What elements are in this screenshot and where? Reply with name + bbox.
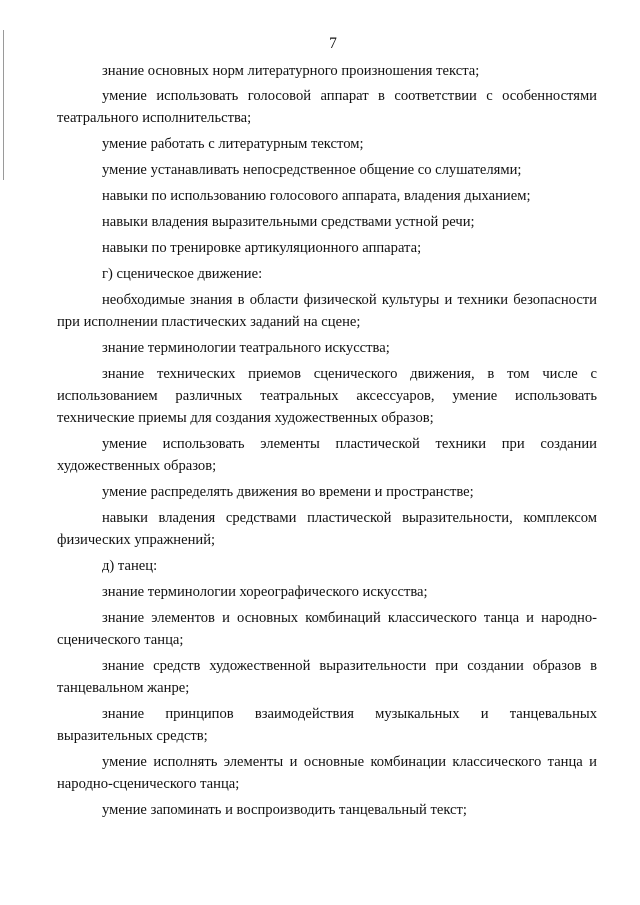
paragraph: умение работать с литературным текстом;: [102, 136, 364, 152]
paragraph: умение использовать голосовой аппарат в соответствии с особенностями театрального исполнительства;: [57, 88, 597, 126]
paragraph: умение устанавливать непосредственное общение со слушателями;: [102, 162, 522, 178]
paragraph: навыки по тренировке артикуляционного аппарата;: [102, 240, 422, 256]
paragraph: знание элементов и основных комбинаций классического танца и народно-сценического танца;: [57, 610, 597, 648]
paragraph: навыки по использованию голосового аппарата, владения дыханием;: [102, 188, 531, 204]
paragraph: необходимые знания в области физической культуры и техники безопасности при исполнении пластических заданий на сцене;: [57, 292, 597, 330]
paragraph: знание терминологии театрального искусства;: [102, 340, 390, 356]
paragraph: навыки владения средствами пластической выразительности, комплексом физических упражнений;: [57, 510, 597, 548]
paragraph: знание технических приемов сценического движения, в том числе с использованием различных театральных аксессуаров, умение использовать технические приемы для создания художественных образов;: [57, 366, 597, 426]
paragraph: умение распределять движения во времени и пространстве;: [102, 484, 474, 500]
paragraph: навыки владения выразительными средствами устной речи;: [102, 214, 475, 230]
paragraph: умение использовать элементы пластической техники при создании художественных образов;: [57, 436, 597, 474]
paragraph: знание терминологии хореографического искусства;: [102, 584, 428, 600]
paragraph: знание средств художественной выразительности при создании образов в танцевальном жанре;: [57, 658, 597, 696]
paragraph: умение запоминать и воспроизводить танцевальный текст;: [102, 802, 467, 818]
paragraph: умение исполнять элементы и основные комбинации классического танца и народно-сценического танца;: [57, 754, 597, 792]
section-heading: д) танец:: [102, 558, 158, 574]
section-heading: г) сценическое движение:: [102, 266, 263, 282]
document-body: [57, 60, 597, 825]
paragraph: знание принципов взаимодействия музыкальных и танцевальных выразительных средств;: [57, 706, 597, 744]
paragraph: знание основных норм литературного произношения текста;: [102, 63, 480, 79]
page-number: 7: [329, 35, 337, 52]
